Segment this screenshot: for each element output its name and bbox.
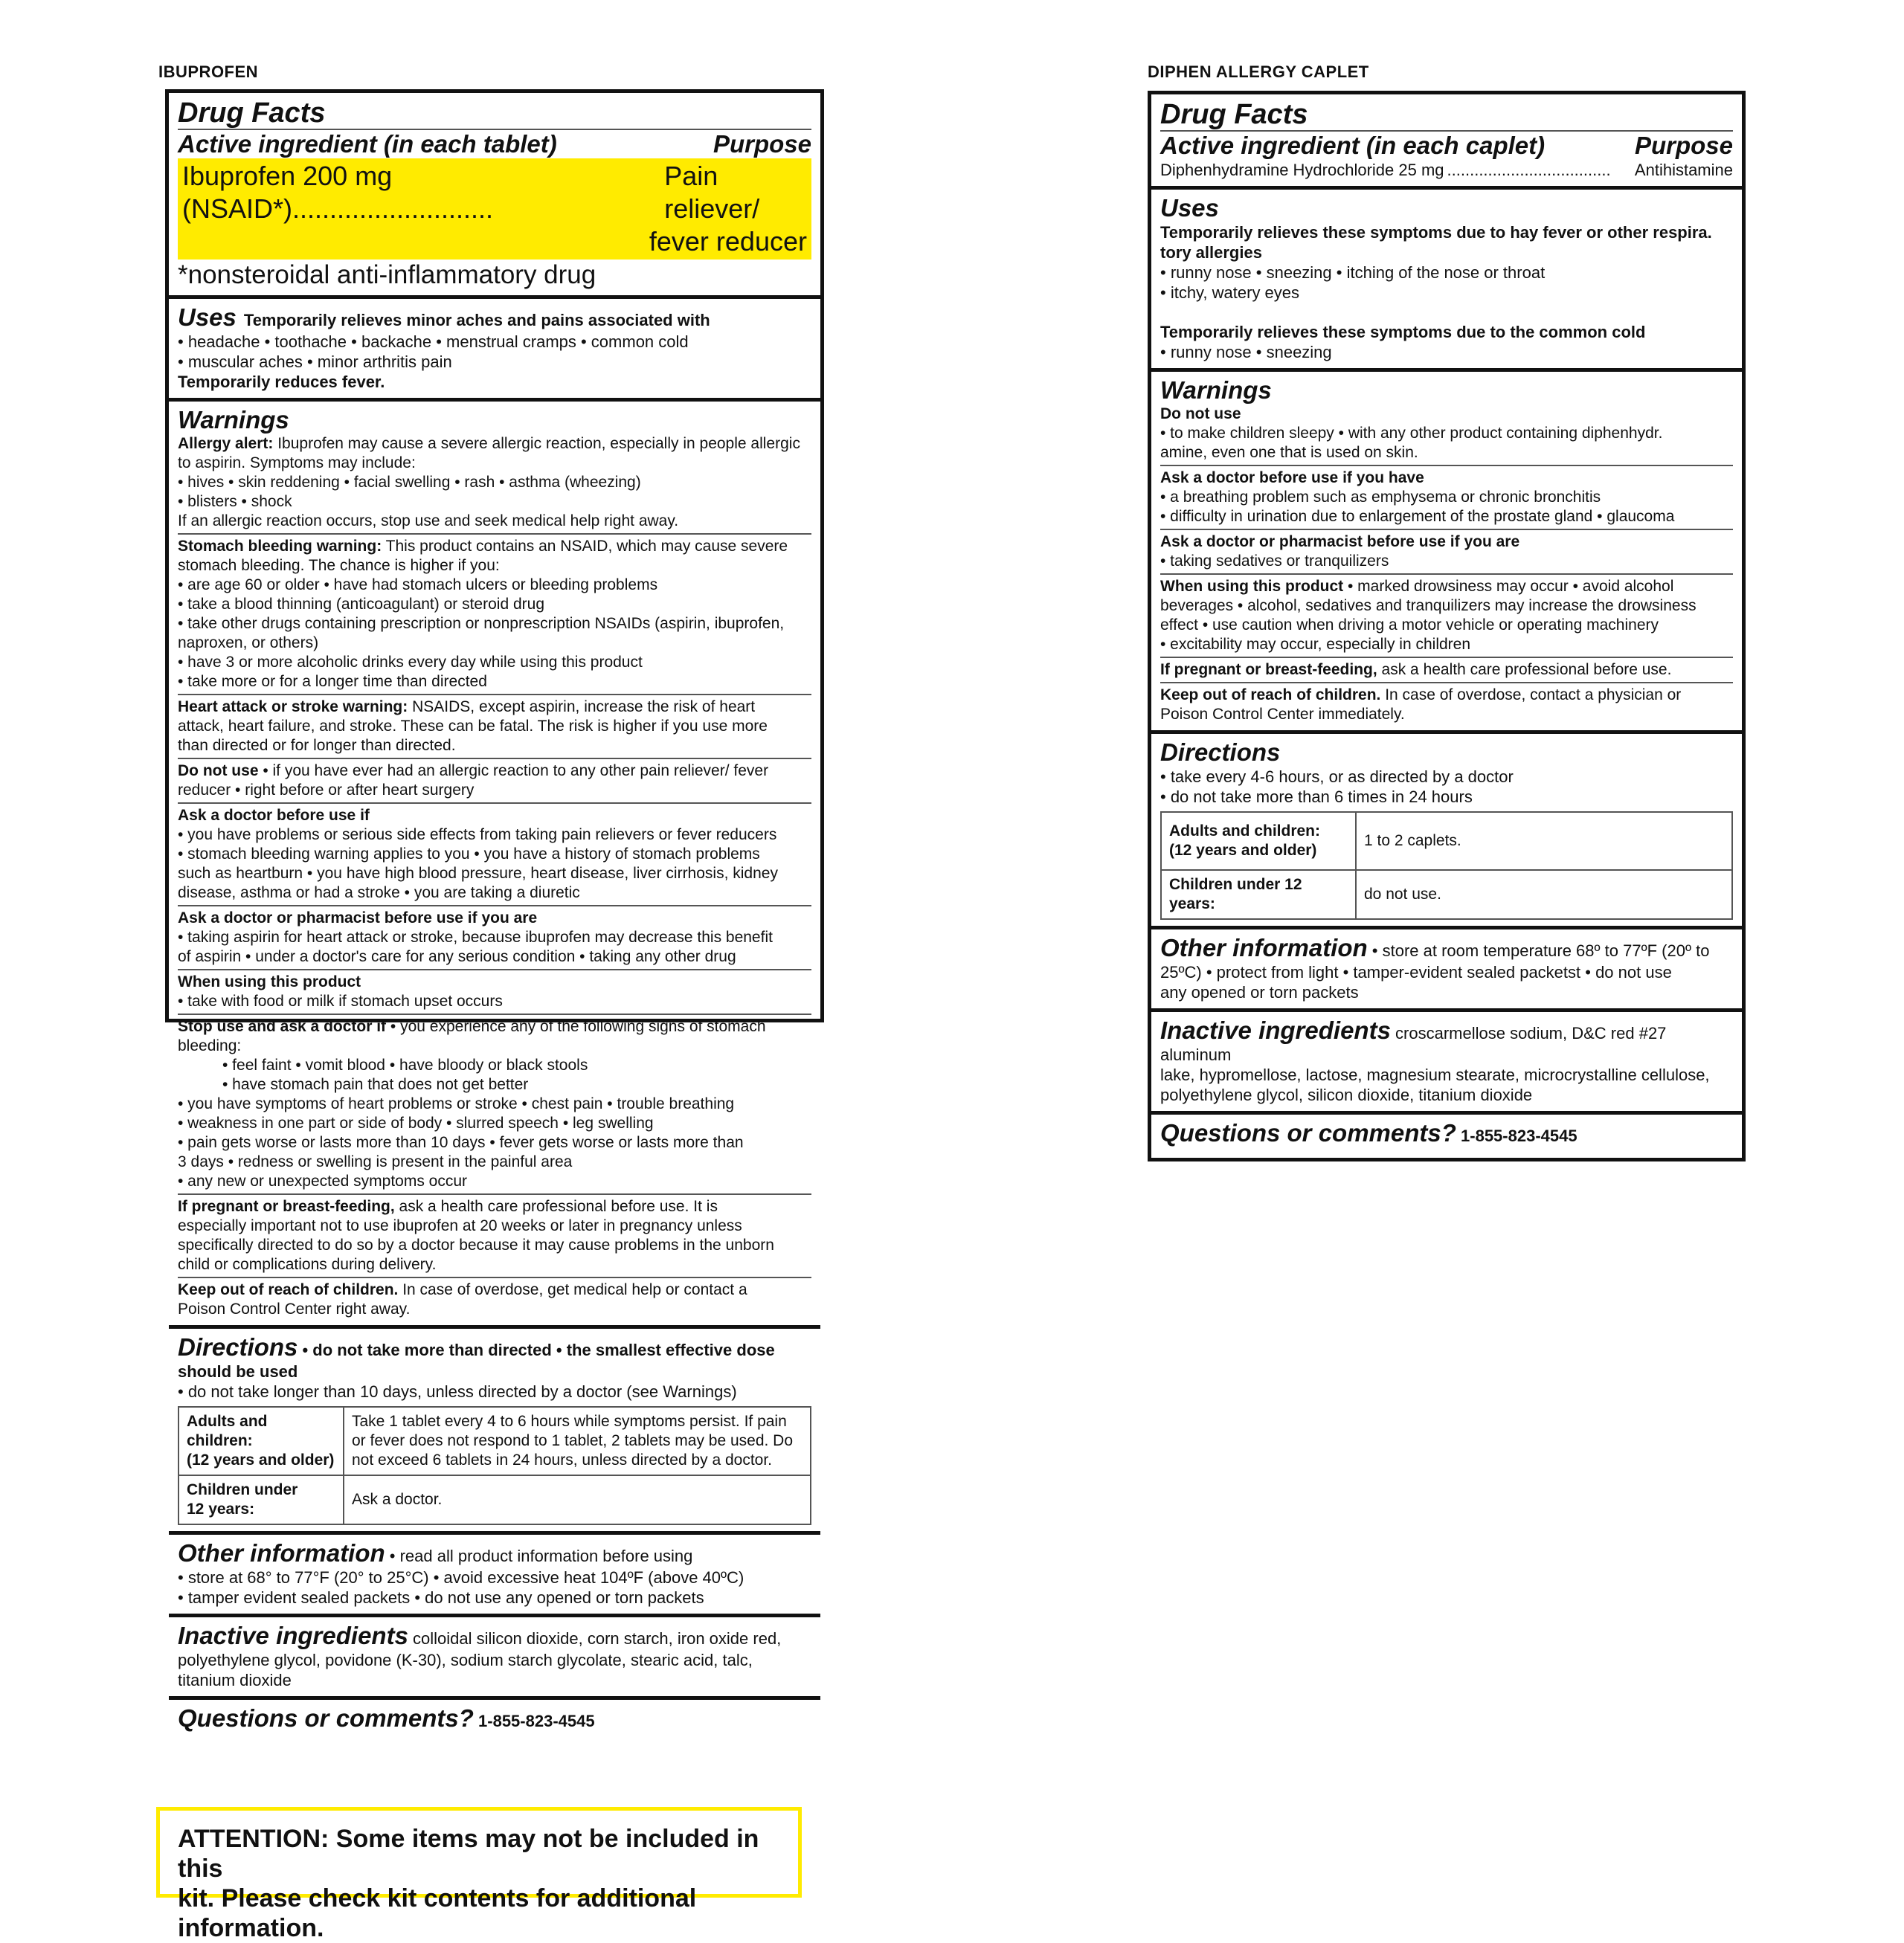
left-donot-block <box>178 758 811 800</box>
left-inactive-l3: titanium dioxide <box>178 1671 292 1689</box>
left-dir-r1-label: Adults and children: (12 years and older) <box>178 1407 344 1475</box>
left-askpharm-l2: of aspirin • under a doctor's care for any serious condition • taking any other drug <box>178 948 736 965</box>
table-row <box>178 1475 811 1524</box>
left-warnings-title: Warnings <box>178 406 289 434</box>
left-stomach-l2: stomach bleeding. The chance is higher if you: <box>178 557 500 574</box>
left-stop-l7: • pain gets worse or lasts more than 10 days • fever gets worse or lasts more than <box>178 1134 744 1151</box>
left-purpose-line1: Pain reliever/ <box>664 161 760 224</box>
left-preg-text: ask a health care professional before use. It is <box>394 1198 718 1215</box>
left-uses-section <box>169 299 820 402</box>
right-directions-section <box>1151 734 1742 929</box>
left-allergy-label: Allergy alert: <box>178 435 274 452</box>
right-dir-r1-text: 1 to 2 caplets. <box>1356 812 1732 870</box>
right-dir-l1: • take every 4-6 hours, or as directed by a doctor <box>1160 767 1514 786</box>
right-inactive-text: croscarmellose sodium, D&C red #27 aluminum <box>1160 1024 1667 1064</box>
right-inactive-section <box>1151 1012 1742 1115</box>
left-active-header: Active ingredient (in each tablet) <box>178 130 557 158</box>
right-other-l2: 25ºC) • protect from light • tamper-evident sealed packetst • do not use <box>1160 963 1672 982</box>
left-inactive-l2: polyethylene glycol, povidone (K-30), sodium starch glycolate, stearic acid, talc, <box>178 1651 753 1669</box>
left-inactive-section <box>169 1617 820 1700</box>
left-heart-l2: attack, heart failure, and stroke. These can be fatal. The risk is higher if you use more <box>178 718 768 735</box>
right-when-l3: effect • use caution when driving a motor vehicle or operating machinery <box>1160 616 1659 634</box>
right-preg-text: ask a health care professional before use. <box>1377 661 1672 678</box>
left-questions-phone: 1-855-823-4545 <box>473 1712 595 1730</box>
left-stomach-l7: • have 3 or more alcoholic drinks every day while using this product <box>178 654 643 671</box>
right-askdoc-label: Ask a doctor before use if you have <box>1160 469 1424 486</box>
right-askdoc-block <box>1160 465 1733 526</box>
right-uses-l1: Temporarily relieves these symptoms due to hay fever or other respira. <box>1160 223 1712 242</box>
left-directions-table <box>178 1406 811 1525</box>
left-purpose-header: Purpose <box>713 130 811 158</box>
right-when-block <box>1160 573 1733 654</box>
right-inactive-title: Inactive ingredients <box>1160 1016 1391 1044</box>
right-uses-l3: • runny nose • sneezing • itching of the nose or throat <box>1160 263 1546 282</box>
left-dir-r2-label: Children under 12 years: <box>178 1475 344 1524</box>
left-stop-label: Stop use and ask a doctor if <box>178 1018 387 1035</box>
left-stomach-l3: • are age 60 or older • have had stomach ulcers or bleeding problems <box>178 576 658 593</box>
right-inactive-l3: polyethylene glycol, silicon dioxide, titanium dioxide <box>1160 1086 1533 1104</box>
right-uses-l6: • runny nose • sneezing <box>1160 343 1332 361</box>
left-preg-block <box>178 1193 811 1275</box>
table-row <box>1161 812 1732 870</box>
right-active-section <box>1151 94 1742 190</box>
left-directions-title: Directions <box>178 1333 298 1361</box>
right-purpose: Antihistamine <box>1634 161 1733 179</box>
left-stop-text: • you experience any of the following signs of stomach <box>386 1018 766 1035</box>
right-uses-l5: Temporarily relieves these symptoms due to the common cold <box>1160 323 1646 341</box>
left-askpharm-l1: • taking aspirin for heart attack or stroke, because ibuprofen may decrease this benefit <box>178 929 773 946</box>
left-allergy-l3: • hives • skin reddening • facial swelling • rash • asthma (wheezing) <box>178 474 641 491</box>
left-stop-l6: • weakness in one part or side of body • slurred speech • leg swelling <box>178 1115 654 1132</box>
left-questions-title: Questions or comments? <box>178 1704 474 1732</box>
left-stomach-l6: naproxen, or others) <box>178 634 319 651</box>
left-drug-facts-title: Drug Facts <box>178 97 326 129</box>
table-row <box>178 1407 811 1475</box>
left-askpharm-label: Ask a doctor or pharmacist before use if you are <box>178 909 538 927</box>
right-uses-l4: • itchy, watery eyes <box>1160 283 1300 302</box>
left-dir-text1: • do not take more than directed • the smallest effective dose <box>298 1341 775 1359</box>
right-askdoc-l1: • a breathing problem such as emphysema or chronic bronchitis <box>1160 489 1601 506</box>
left-donot-text: • if you have ever had an allergic reaction to any other pain reliever/ fever <box>258 762 769 779</box>
left-dir-l2: should be used <box>178 1362 298 1381</box>
left-directions-section <box>169 1329 820 1535</box>
right-preg-block <box>1160 657 1733 680</box>
left-stop-l9: • any new or unexpected symptoms occur <box>178 1173 468 1190</box>
right-askdoc-l2: • difficulty in urination due to enlargement of the prostate gland • glaucoma <box>1160 508 1675 525</box>
left-allergy-l4: • blisters • shock <box>178 493 292 510</box>
left-askdoc-l1: • you have problems or serious side effects from taking pain relievers or fever reducers <box>178 826 777 843</box>
right-questions-title: Questions or comments? <box>1160 1119 1456 1147</box>
right-other-section <box>1151 929 1742 1012</box>
right-askpharm-label: Ask a doctor or pharmacist before use if you are <box>1160 533 1520 550</box>
left-keep-label: Keep out of reach of children. <box>178 1281 399 1298</box>
left-stop-l2: bleeding: <box>178 1037 242 1054</box>
right-directions-title: Directions <box>1160 738 1281 766</box>
right-when-l4: • excitability may occur, especially in children <box>1160 636 1471 653</box>
right-donot-l1: • to make children sleepy • with any other product containing diphenhydr. <box>1160 425 1663 442</box>
right-donot-label: Do not use <box>1160 405 1241 422</box>
right-keep-block <box>1160 682 1733 724</box>
left-preg-l3: specifically directed to do so by a doctor because it may cause problems in the unborn <box>178 1237 774 1254</box>
left-other-section <box>169 1535 820 1617</box>
left-ingredient-highlight <box>178 158 811 260</box>
left-dir-r2-text: Ask a doctor. <box>344 1475 811 1524</box>
left-allergy-text: Ibuprofen may cause a severe allergic reaction, especially in people allergic <box>273 435 800 452</box>
right-other-text: • store at room temperature 68º to 77ºF (20º to <box>1367 941 1710 960</box>
left-preg-label: If pregnant or breast-feeding, <box>178 1198 395 1215</box>
left-uses-line3: Temporarily reduces fever. <box>178 373 385 391</box>
left-other-l2: • store at 68° to 77°F (20° to 25°C) • avoid excessive heat 104ºF (above 40ºC) <box>178 1568 744 1587</box>
left-dir-l3: • do not take longer than 10 days, unless directed by a doctor (see Warnings) <box>178 1382 737 1401</box>
left-drug-facts-panel <box>165 89 824 1732</box>
left-heart-l3: than directed or for longer than directed. <box>178 737 456 754</box>
left-other-l3: • tamper evident sealed packets • do not use any opened or torn packets <box>178 1588 704 1607</box>
left-when-l1: • take with food or milk if stomach upset occurs <box>178 993 503 1010</box>
right-uses-l2: tory allergies <box>1160 243 1262 262</box>
left-donot-label: Do not use <box>178 762 259 779</box>
right-other-title: Other information <box>1160 934 1368 961</box>
right-preg-label: If pregnant or breast-feeding, <box>1160 661 1377 678</box>
right-warnings-title: Warnings <box>1160 376 1272 404</box>
right-directions-table <box>1160 811 1733 920</box>
left-uses-intro: Temporarily relieves minor aches and pains associated with <box>243 311 710 329</box>
right-keep-label: Keep out of reach of children. <box>1160 686 1381 703</box>
right-warnings-section <box>1151 372 1742 734</box>
right-questions-phone: 1-855-823-4545 <box>1456 1127 1577 1145</box>
left-inactive-title: Inactive ingredients <box>178 1622 408 1649</box>
left-product-title: IBUPROFEN <box>158 62 259 81</box>
left-askdoc-l4: disease, asthma or had a stroke • you are taking a diuretic <box>178 884 580 901</box>
left-stomach-label: Stomach bleeding warning: <box>178 538 382 555</box>
right-questions-section <box>1151 1115 1742 1153</box>
left-askpharm-block <box>178 905 811 967</box>
right-dir-r2-label: Children under 12 years: <box>1161 870 1356 919</box>
right-uses-section <box>1151 190 1742 372</box>
right-inactive-l2: lake, hypromellose, lactose, magnesium stearate, microcrystalline cellulose, <box>1160 1066 1710 1084</box>
left-askdoc-block <box>178 802 811 903</box>
attention-line1: ATTENTION: Some items may not be included in this <box>178 1825 759 1883</box>
left-keep-l2: Poison Control Center right away. <box>178 1301 411 1318</box>
left-heart-text: NSAIDS, except aspirin, increase the risk of heart <box>408 698 756 715</box>
left-footnote: *nonsteroidal anti-inflammatory drug <box>178 260 596 289</box>
left-questions-section <box>169 1700 820 1739</box>
right-askpharm-block <box>1160 529 1733 571</box>
left-stop-l8: 3 days • redness or swelling is present in the painful area <box>178 1153 573 1170</box>
left-heart-label: Heart attack or stroke warning: <box>178 698 408 715</box>
left-askdoc-l2: • stomach bleeding warning applies to you • you have a history of stomach problems <box>178 845 760 863</box>
left-purpose-line2: fever reducer <box>649 226 807 257</box>
left-warnings-section <box>169 402 820 1329</box>
right-keep-text: In case of overdose, contact a physician or <box>1380 686 1682 703</box>
left-dir-r1-text: Take 1 tablet every 4 to 6 hours while symptoms persist. If pain or fever does not respond to 1 tablet, 2 tablets may be used. Do not exceed 6 tablets in 24 hours, unless directed by a doctor. <box>344 1407 811 1475</box>
right-uses-title: Uses <box>1160 194 1219 222</box>
left-stop-l4: • have stomach pain that does not get better <box>222 1076 529 1093</box>
left-ingredient: Ibuprofen 200 mg (NSAID*)........................... <box>182 161 494 224</box>
right-donot-l2: amine, even one that is used on skin. <box>1160 444 1418 461</box>
right-when-l2: beverages • alcohol, sedatives and tranquilizers may increase the drowsiness <box>1160 597 1696 614</box>
left-allergy-l2: to aspirin. Symptoms may include: <box>178 454 416 471</box>
left-keep-text: In case of overdose, get medical help or contact a <box>398 1281 747 1298</box>
right-keep-l2: Poison Control Center immediately. <box>1160 706 1405 723</box>
left-askdoc-label: Ask a doctor before use if <box>178 807 370 824</box>
right-dir-r1-label: Adults and children: (12 years and older) <box>1161 812 1356 870</box>
left-stomach-l4: • take a blood thinning (anticoagulant) or steroid drug <box>178 596 544 613</box>
right-active-header: Active ingredient (in each caplet) <box>1160 132 1546 159</box>
right-when-label: When using this product <box>1160 578 1344 595</box>
left-when-label: When using this product <box>178 973 361 990</box>
left-stop-block <box>178 1014 811 1191</box>
left-stomach-text: This product contains an NSAID, which may cause severe <box>382 538 788 555</box>
right-dir-l2: • do not take more than 6 times in 24 hours <box>1160 787 1473 806</box>
right-drug-facts-title: Drug Facts <box>1160 99 1308 130</box>
left-active-section <box>169 93 820 299</box>
right-when-text: • marked drowsiness may occur • avoid alcohol <box>1343 578 1674 595</box>
attention-line2: kit. Please check kit contents for additional information. <box>178 1884 697 1942</box>
right-dots: .................................... <box>1447 161 1611 179</box>
left-preg-l2: especially important not to use ibuprofen at 20 weeks or later in pregnancy unless <box>178 1217 742 1234</box>
left-stop-l5: • you have symptoms of heart problems or stroke • chest pain • trouble breathing <box>178 1095 735 1112</box>
left-stomach-l5: • take other drugs containing prescription or nonprescription NSAIDs (aspirin, ibuprofen, <box>178 615 785 632</box>
left-other-title: Other information <box>178 1539 385 1567</box>
left-when-block <box>178 969 811 1011</box>
left-other-text: • read all product information before using <box>385 1547 693 1565</box>
left-stomach-block <box>178 533 811 692</box>
right-ingredient: Diphenhydramine Hydrochloride 25 mg <box>1160 161 1444 179</box>
left-askdoc-l3: such as heartburn • you have high blood pressure, heart disease, liver cirrhosis, kidney <box>178 865 778 882</box>
left-donot-l2: reducer • right before or after heart surgery <box>178 782 475 799</box>
left-stop-l3: • feel faint • vomit blood • have bloody or black stools <box>222 1057 588 1074</box>
right-drug-facts-panel <box>1148 91 1746 1161</box>
table-row <box>1161 870 1732 919</box>
left-inactive-text: colloidal silicon dioxide, corn starch, iron oxide red, <box>408 1629 782 1648</box>
attention-box <box>156 1807 802 1942</box>
left-uses-title: Uses <box>178 303 237 331</box>
right-purpose-header: Purpose <box>1634 132 1733 159</box>
left-heart-block <box>178 694 811 755</box>
right-dir-r2-text: do not use. <box>1356 870 1732 919</box>
left-preg-l4: child or complications during delivery. <box>178 1256 437 1273</box>
left-allergy-l5: If an allergic reaction occurs, stop use and seek medical help right away. <box>178 512 679 529</box>
right-other-l3: any opened or torn packets <box>1160 983 1359 1002</box>
right-product-title: DIPHEN ALLERGY CAPLET <box>1148 62 1369 81</box>
left-uses-line1: • headache • toothache • backache • menstrual cramps • common cold <box>178 332 689 351</box>
left-stomach-l8: • take more or for a longer time than directed <box>178 673 487 690</box>
right-askpharm-l1: • taking sedatives or tranquilizers <box>1160 552 1389 570</box>
left-keep-block <box>178 1277 811 1319</box>
left-uses-line2: • muscular aches • minor arthritis pain <box>178 352 452 371</box>
